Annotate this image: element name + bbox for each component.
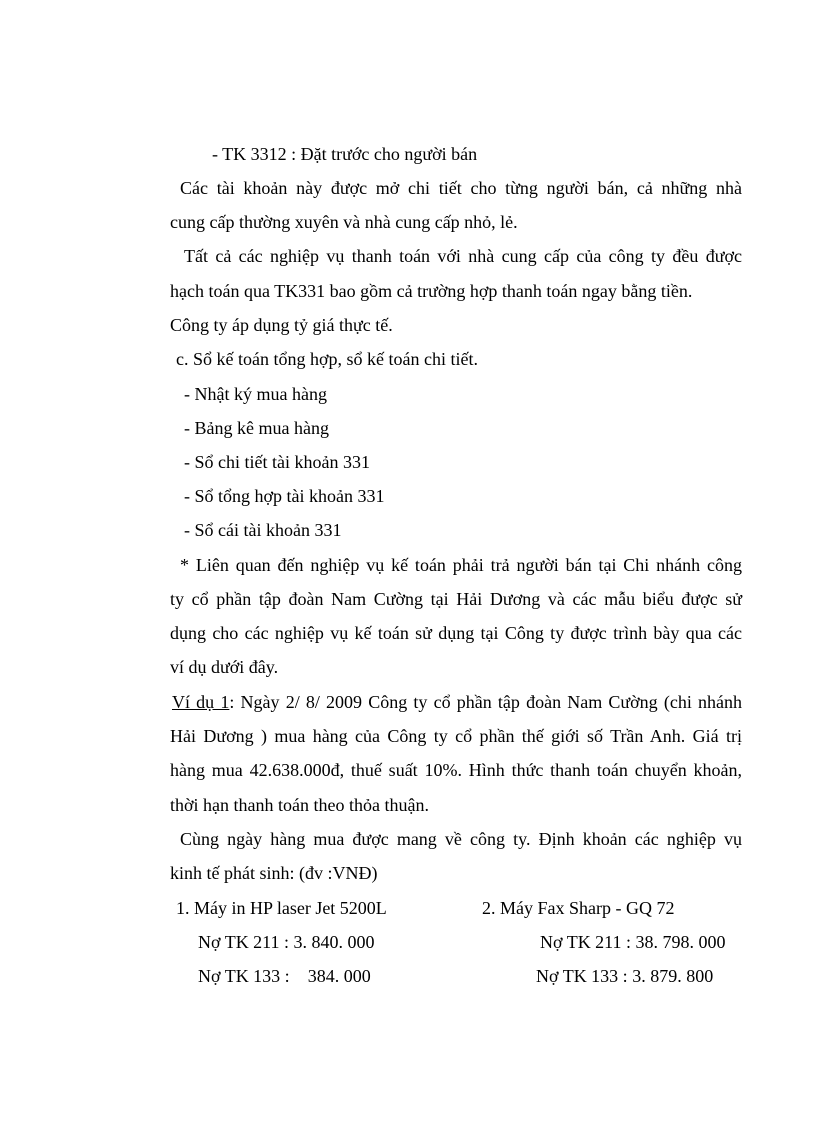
paragraph-line: cung cấp thường xuyên và nhà cung cấp nhỏ, lẻ. xyxy=(170,212,518,232)
paragraph-line: Công ty áp dụng tỷ giá thực tế. xyxy=(170,315,393,335)
paragraph-line: hạch toán qua TK331 bao gồm cả trường hợp thanh toán ngay bằng tiền. xyxy=(170,281,693,301)
entry-title-left: 1. Máy in HP laser Jet 5200L xyxy=(176,898,387,918)
paragraph-line: * Liên quan đến nghiệp vụ kế toán phải trả người bán tại Chi nhánh công xyxy=(180,555,742,575)
text-line: - TK 3312 : Đặt trước cho người bán xyxy=(212,144,478,164)
paragraph-line: dụng cho các nghiệp vụ kế toán sử dụng tại Công ty được trình bày qua các xyxy=(170,623,742,643)
list-item: - Sổ tổng hợp tài khoản 331 xyxy=(184,486,385,506)
paragraph-line: Cùng ngày hàng mua được mang về công ty. Định khoản các nghiệp vụ xyxy=(180,829,742,849)
paragraph-line: Các tài khoản này được mở chi tiết cho từng người bán, cả những nhà xyxy=(180,178,742,198)
example-label: Ví dụ 1 xyxy=(172,692,230,712)
entry-debit-133-right: Nợ TK 133 : 3. 879. 800 xyxy=(536,966,714,986)
paragraph-line: Hải Dương ) mua hàng của Công ty cổ phần thế giới số Trần Anh. Giá trị xyxy=(170,726,742,746)
section-heading: c. Sổ kế toán tổng hợp, sổ kế toán chi tiết. xyxy=(176,349,478,369)
example-line xyxy=(172,691,742,713)
entry-debit-133-left: Nợ TK 133 : 384. 000 xyxy=(198,966,371,986)
paragraph-line: kinh tế phát sinh: (đv :VNĐ) xyxy=(170,863,378,883)
list-item: - Bảng kê mua hàng xyxy=(184,418,329,438)
entry-debit-211-left: Nợ TK 211 : 3. 840. 000 xyxy=(198,932,375,952)
entry-debit-211-right: Nợ TK 211 : 38. 798. 000 xyxy=(540,932,726,952)
paragraph-line: ví dụ dưới đây. xyxy=(170,657,279,677)
paragraph-line: hàng mua 42.638.000đ, thuế suất 10%. Hình thức thanh toán chuyển khoản, xyxy=(170,760,742,780)
list-item: - Sổ chi tiết tài khoản 331 xyxy=(184,452,370,472)
example-text: : Ngày 2/ 8/ 2009 Công ty cổ phần tập đoàn Nam Cường (chi nhánh xyxy=(229,692,743,712)
paragraph-line: ty cổ phần tập đoàn Nam Cường tại Hải Dương và các mẫu biểu được sử xyxy=(170,589,742,609)
paragraph-line: thời hạn thanh toán theo thỏa thuận. xyxy=(170,795,429,815)
entry-title-right: 2. Máy Fax Sharp - GQ 72 xyxy=(482,898,675,918)
paragraph-line: Tất cả các nghiệp vụ thanh toán với nhà cung cấp của công ty đều được xyxy=(184,246,742,266)
list-item: - Nhật ký mua hàng xyxy=(184,384,327,404)
list-item: - Sổ cái tài khoản 331 xyxy=(184,520,342,540)
